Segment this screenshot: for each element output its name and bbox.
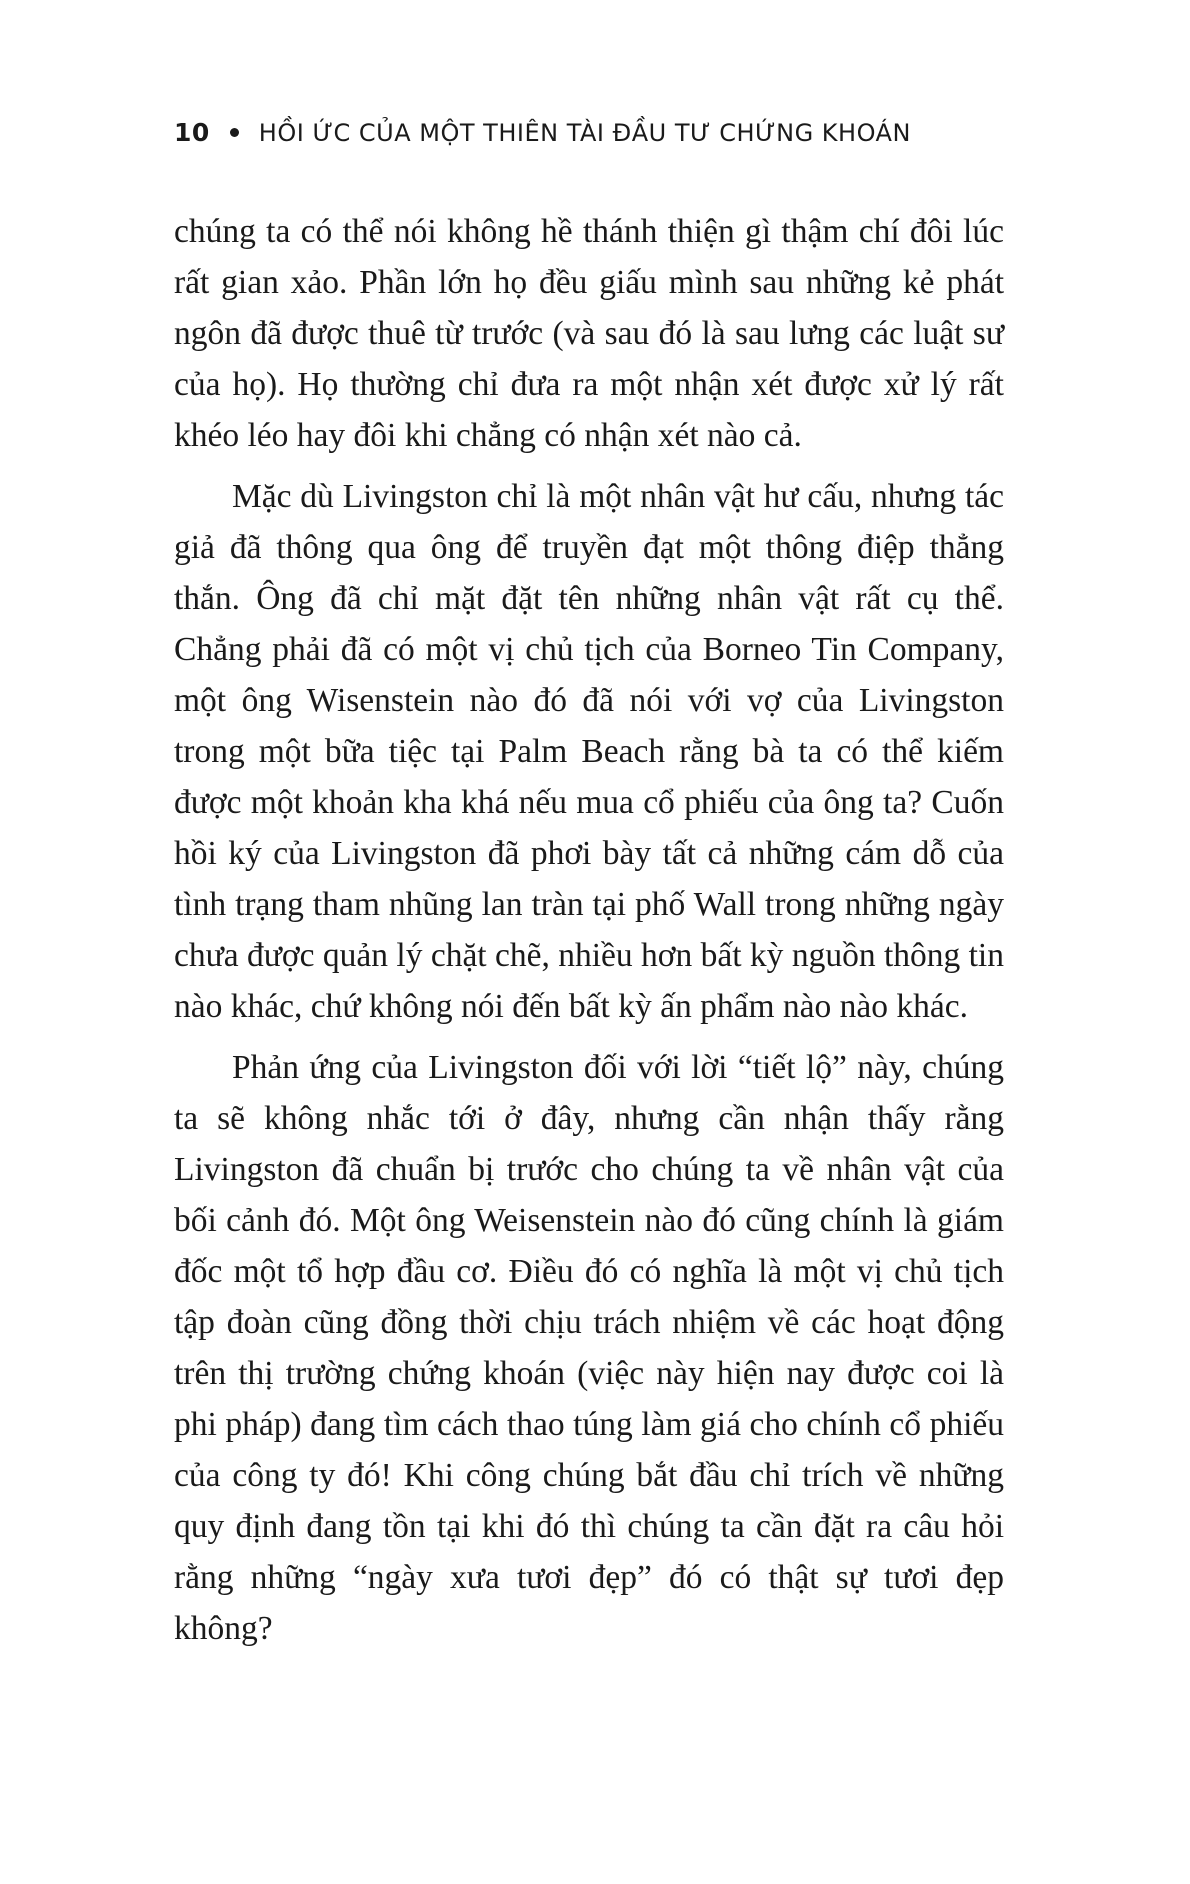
page-number: 10 bbox=[174, 118, 210, 147]
paragraph: Mặc dù Livingston chỉ là một nhân vật hư cấu, nhưng tác giả đã thông qua ông để truyền đạt một thông điệp thẳng thắn. Ông đã chỉ mặt đặt tên những nhân vật rất cụ thể. Chẳng phải đã có một vị chủ tịch của Borneo Tin Company, một ông Wisenstein nào đó đã nói với vợ của Livingston trong một bữa tiệc tại Palm Beach rằng bà ta có thể kiếm được một khoản kha khá nếu mua cổ phiếu của ông ta? Cuốn hồi ký của Livingston đã phơi bày tất cả những cám dỗ của tình trạng tham nhũng lan tràn tại phố Wall trong những ngày chưa được quản lý chặt chẽ, nhiều hơn bất kỳ nguồn thông tin nào khác, chứ không nói đến bất kỳ ấn phẩm nào nào khác. bbox=[174, 478, 1004, 1025]
bullet-separator bbox=[230, 128, 239, 137]
body-text bbox=[174, 206, 1004, 1664]
running-header bbox=[174, 118, 1070, 147]
paragraph-continuation: chúng ta có thể nói không hề thánh thiện gì thậm chí đôi lúc rất gian xảo. Phần lớn họ đều giấu mình sau những kẻ phát ngôn đã được thuê từ trước (và sau đó là sau lưng các luật sư của họ). Họ thường chỉ đưa ra một nhận xét được xử lý rất khéo léo hay đôi khi chẳng có nhận xét nào cả. bbox=[174, 213, 1004, 454]
paragraph: Phản ứng của Livingston đối với lời “tiết lộ” này, chúng ta sẽ không nhắc tới ở đây, nhưng cần nhận thấy rằng Livingston đã chuẩn bị trước cho chúng ta về nhân vật của bối cảnh đó. Một ông Weisenstein nào đó cũng chính là giám đốc một tổ hợp đầu cơ. Điều đó có nghĩa là một vị chủ tịch tập đoàn cũng đồng thời chịu trách nhiệm về các hoạt động trên thị trường chứng khoán (việc này hiện nay được coi là phi pháp) đang tìm cách thao túng làm giá cho chính cổ phiếu của công ty đó! Khi công chúng bắt đầu chỉ trích về những quy định đang tồn tại khi đó thì chúng ta cần đặt ra câu hỏi rằng những “ngày xưa tươi đẹp” đó có thật sự tươi đẹp không? bbox=[174, 1049, 1004, 1647]
book-title: HỒI ỨC CỦA MỘT THIÊN TÀI ĐẦU TƯ CHỨNG KHOÁN bbox=[258, 118, 911, 147]
